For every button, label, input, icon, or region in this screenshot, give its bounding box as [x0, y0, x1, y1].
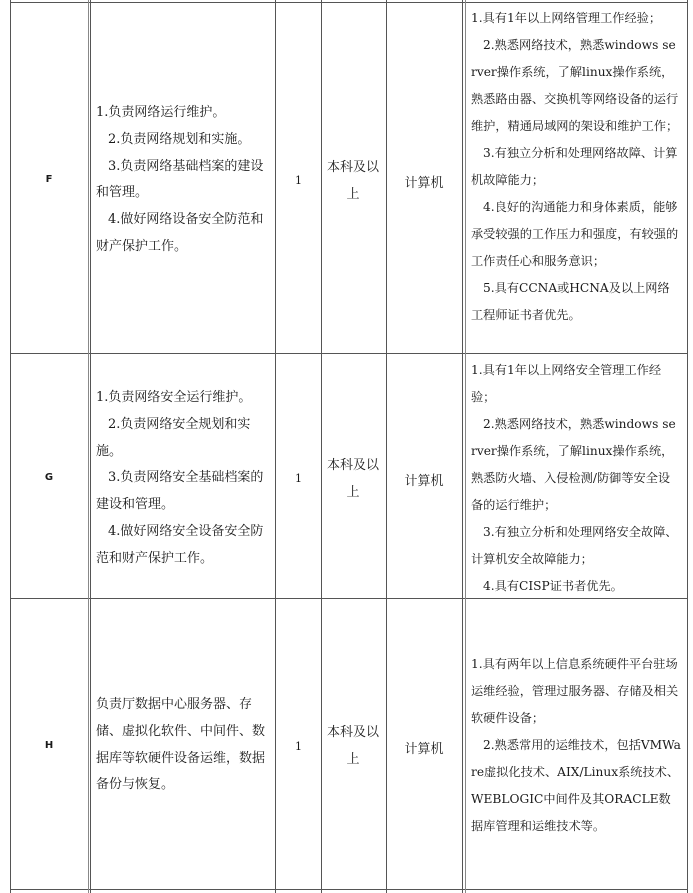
position-code: G — [44, 472, 54, 483]
requirement-item: 1.具有1年以上网络安全管理工作经验； — [471, 363, 662, 404]
requirement-item: 3.有独立分析和处理网络安全故障、计算机安全故障能力； — [471, 525, 678, 566]
duty-item: 1.负责网络安全运行维护。 — [96, 390, 252, 405]
duty-item: 2.负责网络安全规划和实施。 — [96, 416, 251, 459]
requirement-item: 4.良好的沟通能力和身体素质，能够承受较强的工作压力和强度，有较强的工作责任心和服务意识； — [471, 200, 679, 268]
column-border — [462, 0, 463, 893]
requirements — [471, 5, 681, 329]
education: 本科及以上 — [326, 458, 379, 500]
duty-item: 4.做好网络设备安全防范和财产保护工作。 — [96, 212, 264, 254]
requirement-item: 1.具有1年以上网络管理工作经验； — [471, 11, 662, 25]
headcount: 1 — [295, 174, 302, 187]
requirements — [471, 651, 681, 840]
position-code: F — [45, 174, 53, 185]
requirement-item: 2.熟悉网络技术，熟悉windows server操作系统，了解linux操作系统，熟悉防火墙、入侵检测/防御等安全设备的运行维护； — [471, 417, 676, 512]
duty-item: 负责厅数据中心服务器、存储、虚拟化软件、中间件、数据库等软硬件设备运维，数据备份与恢复。 — [96, 697, 266, 793]
position-code: H — [44, 740, 54, 751]
duty-item: 2.负责网络规划和实施。 — [108, 131, 251, 147]
column-border — [10, 0, 11, 893]
job-duties — [96, 100, 268, 261]
requirements — [471, 357, 681, 600]
column-border — [687, 0, 688, 893]
row-border — [10, 353, 687, 354]
major: 计算机 — [404, 474, 444, 489]
job-duties — [96, 385, 268, 573]
column-border — [386, 0, 387, 893]
duty-item: 4.做好网络安全设备安全防范和财产保护工作。 — [96, 523, 264, 566]
duty-item: 1.负责网络运行维护。 — [96, 105, 226, 120]
requirement-item: 2.熟悉常用的运维技术，包括VMWare虚拟化技术、AIX/Linux系统技术、WEBLOGIC中间件及其ORACLE数据库管理和运维技术等。 — [471, 738, 681, 833]
headcount: 1 — [295, 740, 302, 753]
education: 本科及以上 — [326, 160, 379, 202]
requirement-item: 3.有独立分析和处理网络故障、计算机故障能力； — [471, 146, 678, 187]
major: 计算机 — [404, 742, 444, 757]
column-border — [465, 0, 466, 893]
requirement-item: 1.具有两年以上信息系统硬件平台驻场运维经验，管理过服务器、存储及相关软硬件设备； — [471, 657, 679, 725]
duty-item: 3.负责网络基础档案的建设和管理。 — [96, 158, 264, 201]
column-border — [88, 0, 89, 893]
headcount: 1 — [295, 472, 302, 485]
requirement-item: 2.熟悉网络技术，熟悉windows server操作系统，了解linux操作系统，熟悉路由器、交换机等网络设备的运行维护，精通局域网的架设和维护工作； — [471, 38, 679, 133]
column-border — [275, 0, 276, 893]
education: 本科及以上 — [326, 725, 379, 767]
row-border — [10, 889, 687, 890]
requirement-item: 4.具有CISP证书者优先。 — [483, 579, 623, 593]
row-border — [10, 2, 687, 3]
column-border — [90, 0, 91, 893]
major: 计算机 — [404, 176, 444, 191]
job-duties — [96, 692, 268, 799]
requirement-item: 5.具有CCNA或HCNA及以上网络工程师证书者优先。 — [471, 281, 670, 322]
duty-item: 3.负责网络安全基础档案的建设和管理。 — [96, 470, 264, 513]
